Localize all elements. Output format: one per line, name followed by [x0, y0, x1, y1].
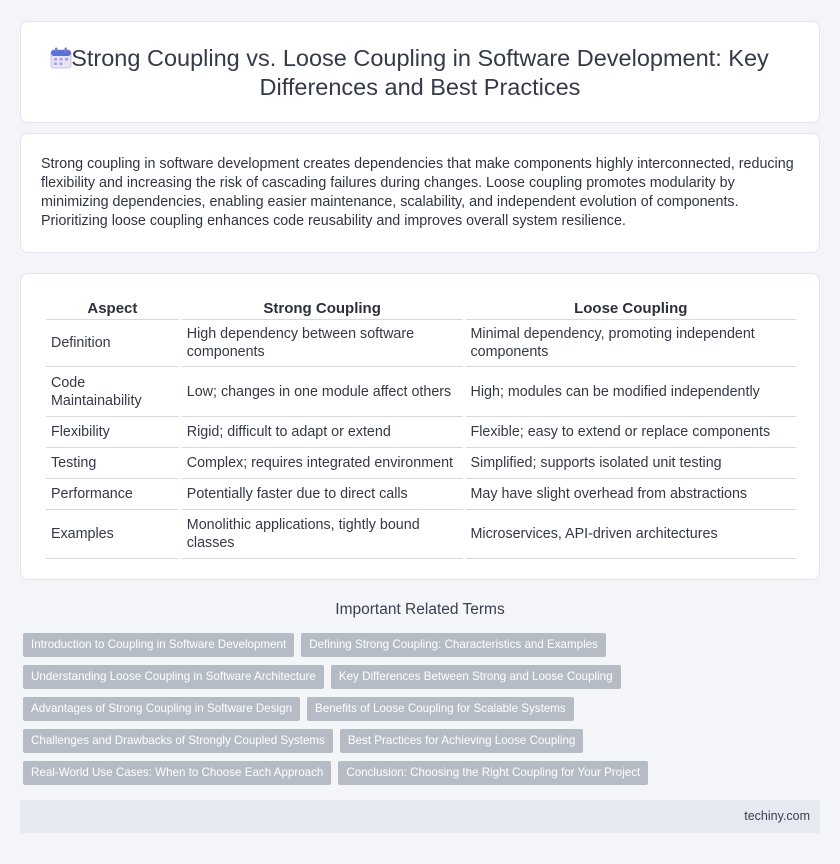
table-cell: Minimal dependency, promoting independent components [466, 320, 797, 367]
table-cell: Complex; requires integrated environment [182, 448, 463, 479]
related-term-tag[interactable]: Real-World Use Cases: When to Choose Each Approach [23, 761, 331, 785]
table-row [46, 320, 796, 367]
table-cell: Simplified; supports isolated unit testing [466, 448, 797, 479]
title-card [20, 21, 820, 123]
related-term-tag[interactable]: Conclusion: Choosing the Right Coupling for Your Project [338, 761, 648, 785]
table-cell: Performance [46, 479, 179, 510]
related-terms-list [23, 633, 823, 793]
header-strong-coupling: Strong Coupling [182, 298, 463, 320]
header-aspect: Aspect [46, 298, 179, 320]
header-loose-coupling: Loose Coupling [466, 298, 797, 320]
table-cell: High dependency between software components [182, 320, 463, 367]
table-row [46, 367, 796, 417]
table-cell: Flexible; easy to extend or replace components [466, 417, 797, 448]
summary-card [20, 133, 820, 253]
related-term-tag[interactable]: Introduction to Coupling in Software Development [23, 633, 294, 657]
table-row [46, 448, 796, 479]
footer [20, 800, 820, 833]
table-cell: Testing [46, 448, 179, 479]
table-cell: Microservices, API-driven architectures [466, 510, 797, 559]
related-term-tag[interactable]: Advantages of Strong Coupling in Software Design [23, 697, 300, 721]
comparison-table-card [20, 273, 820, 580]
related-term-tag[interactable]: Defining Strong Coupling: Characteristics and Examples [301, 633, 606, 657]
table-cell: May have slight overhead from abstractions [466, 479, 797, 510]
table-header-row [46, 298, 796, 320]
table-cell: Examples [46, 510, 179, 559]
table-cell: Monolithic applications, tightly bound classes [182, 510, 463, 559]
related-term-tag[interactable]: Benefits of Loose Coupling for Scalable Systems [307, 697, 574, 721]
related-term-tag[interactable]: Key Differences Between Strong and Loose Coupling [331, 665, 621, 689]
page-title: Strong Coupling vs. Loose Coupling in Software Development: Key Differences and Best Practices [71, 45, 769, 100]
table-cell: Flexibility [46, 417, 179, 448]
footer-site-link[interactable]: techiny.com [744, 809, 810, 823]
table-cell: Code Maintainability [46, 367, 179, 417]
table-cell: Rigid; difficult to adapt or extend [182, 417, 463, 448]
related-term-tag[interactable]: Best Practices for Achieving Loose Coupling [340, 729, 584, 753]
related-terms-heading: Important Related Terms [335, 601, 505, 618]
table-row [46, 510, 796, 559]
table-row [46, 479, 796, 510]
table-cell: Low; changes in one module affect others [182, 367, 463, 417]
table-cell: Definition [46, 320, 179, 367]
table-row [46, 417, 796, 448]
related-term-tag[interactable]: Understanding Loose Coupling in Software Architecture [23, 665, 324, 689]
related-term-tag[interactable]: Challenges and Drawbacks of Strongly Coupled Systems [23, 729, 333, 753]
summary-text: Strong coupling in software development creates dependencies that make components highly interconnected, reducing flexibility and increasing the risk of cascading failures during changes. Loose coupling promotes modularity by minimizing dependencies, enabling easier maintenance, scalability, and independent evolution of components. Prioritizing loose coupling enhances code reusability and improves overall system resilience. [41, 156, 794, 229]
table-cell: High; modules can be modified independently [466, 367, 797, 417]
comparison-table [43, 298, 799, 559]
table-cell: Potentially faster due to direct calls [182, 479, 463, 510]
